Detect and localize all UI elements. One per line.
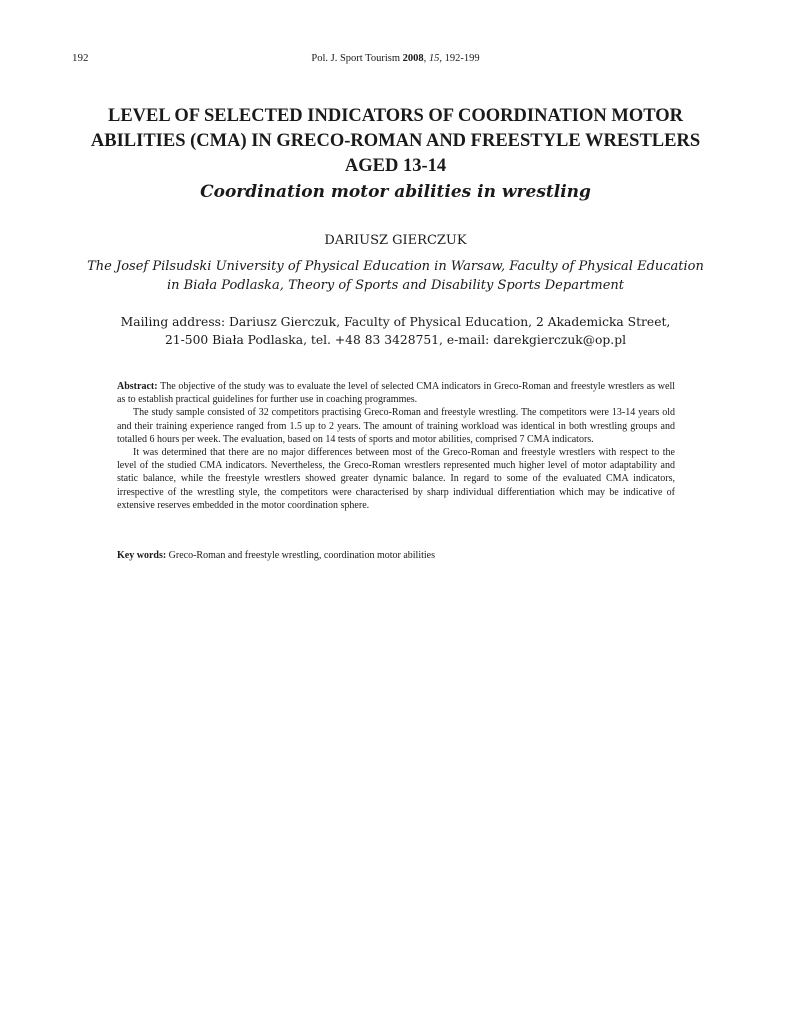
journal-year: 2008 <box>402 53 424 64</box>
abstract <box>117 380 675 512</box>
title-line: LEVEL OF SELECTED INDICATORS OF COORDINATION MOTOR <box>108 106 683 126</box>
title-line: ABILITIES (CMA) IN GRECO-ROMAN AND FREESTYLE WRESTLERS <box>90 131 701 151</box>
mailing-line: Mailing address: Dariusz Gierczuk, Faculty of Physical Education, 2 Akademicka Street, <box>120 315 671 329</box>
journal-volume: 15 <box>428 53 440 64</box>
affiliation-line: The Josef Pilsudski University of Physical Education in Warsaw, Faculty of Physical Education <box>87 259 704 274</box>
author-name: DARIUSZ GIERCZUK <box>324 233 467 248</box>
author-affiliation <box>70 257 721 295</box>
mailing-line: 21-500 Biała Podlaska, tel. +48 83 3428751, e-mail: darekgierczuk@op.pl <box>164 333 627 347</box>
mailing-address <box>70 313 721 349</box>
keywords <box>117 549 675 562</box>
abstract-paragraph: The study sample consisted of 32 competitors practising Greco-Roman and freestyle wrestling. The competitors were 13-14 years old and their training experience ranged from 1.5 up to 2 years. The amount of training workload was identical in both wrestling groups and totalled 6 hours per week. The evaluation, based on 14 tests of sports and motor abilities, comprised 7 CMA indicators. <box>117 407 675 445</box>
affiliation-line: in Biała Podlaska, Theory of Sports and Disability Sports Department <box>167 278 624 293</box>
keywords-label: Key words: <box>117 550 167 561</box>
abstract-text: The objective of the study was to evaluate the level of selected CMA indicators in Greco-Roman and freestyle wrestlers as well as to establish practical guidelines for further use in coaching programmes. <box>117 381 675 406</box>
abstract-paragraph <box>117 380 675 406</box>
paper-subtitle: Coordination motor abilities in wrestling <box>200 182 591 202</box>
title-line: AGED 13-14 <box>344 156 447 176</box>
abstract-paragraph: It was determined that there are no major differences between most of the Greco-Roman and freestyle wrestlers with respect to the level of the studied CMA indicators. Nevertheless, the Greco-Roman wrestlers represented much higher level of motor adaptability and static balance, while the freestyle wrestlers showed greater dynamic balance. In regard to some of the evaluated CMA indicators, irrespective of the wrestling style, the competitors were characterised by sharp individual differentiation which may be indicative of extensive reserves embedded in the motor coordination sphere. <box>117 447 675 511</box>
journal-name: Pol. J. Sport Tourism <box>311 53 403 64</box>
keywords-text: Greco-Roman and freestyle wrestling, coordination motor abilities <box>166 550 435 561</box>
running-head <box>0 53 791 64</box>
journal-pages: , 192-199 <box>439 53 480 64</box>
paper-title <box>60 104 731 179</box>
page-number: 192 <box>72 52 89 64</box>
abstract-label: Abstract: <box>117 381 158 392</box>
running-head-separator: , <box>423 53 429 64</box>
